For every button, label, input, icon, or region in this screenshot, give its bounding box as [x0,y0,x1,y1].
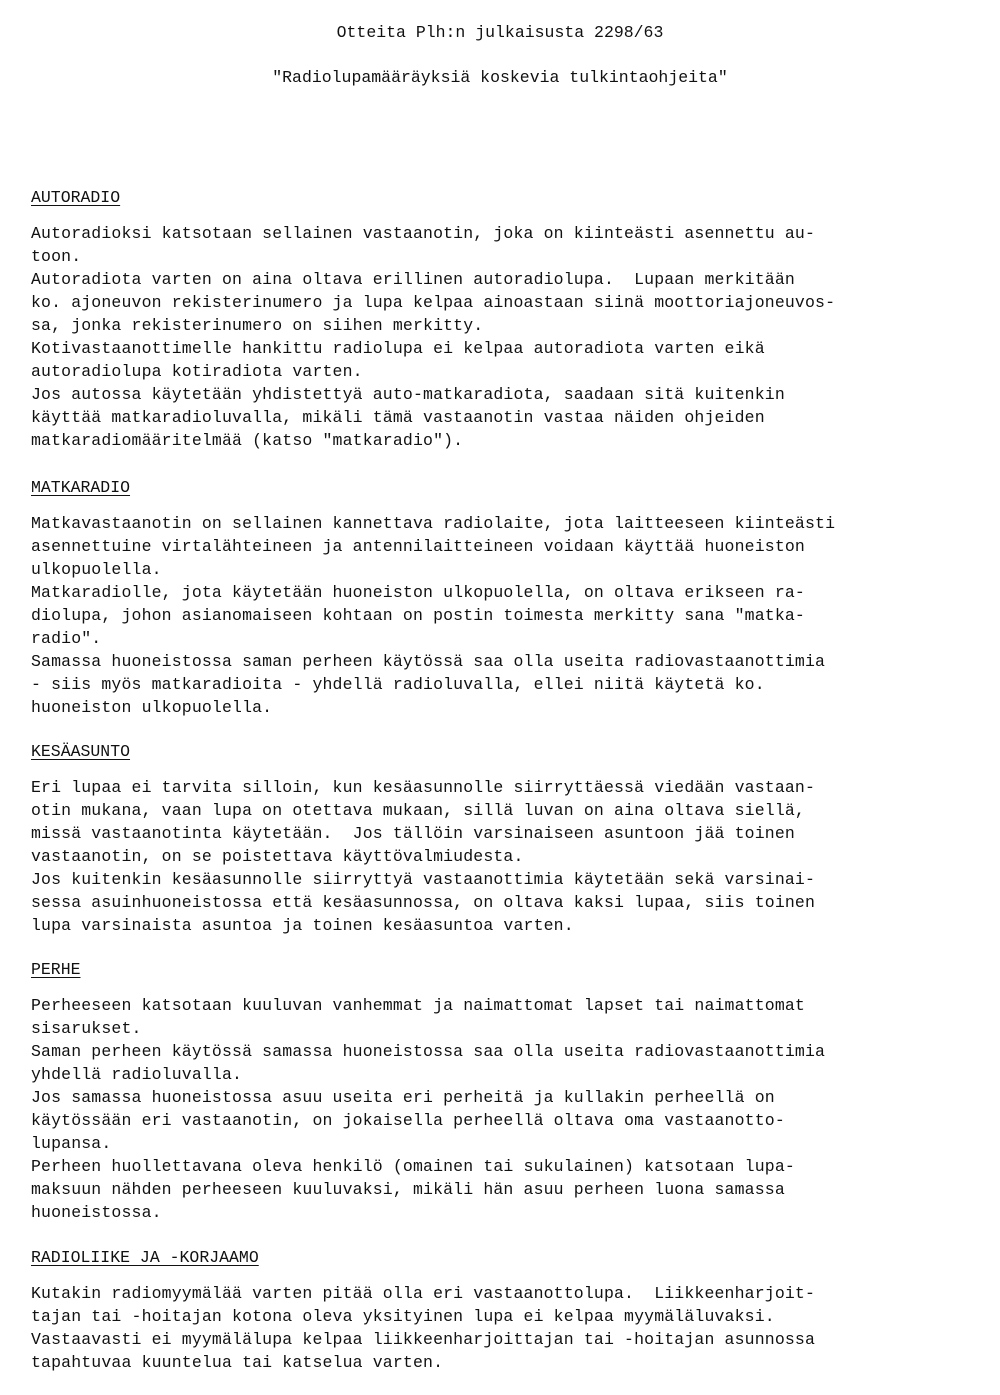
body-text-line: Jos autossa käytetään yhdistettyä auto-matkaradiota, saadaan sitä kuitenkin [31,385,785,404]
body-text-line: - siis myös matkaradioita - yhdellä radioluvalla, ellei niitä käytetä ko. [31,675,765,694]
section-heading: RADIOLIIKE JA -KORJAAMO [31,1248,259,1267]
body-text-line: Autoradiota varten on aina oltava erillinen autoradiolupa. Lupaan merkitään [31,270,795,289]
body-text-line: tajan tai -hoitajan kotona oleva yksityinen lupa ei kelpaa myymäläluvaksi. [31,1307,775,1326]
body-text-line: sisarukset. [31,1019,142,1038]
body-text-line: Perheeseen katsotaan kuuluvan vanhemmat ja naimattomat lapset tai naimattomat [31,996,805,1015]
body-text-line: vastaanotin, on se poistettava käyttövalmiudesta. [31,847,524,866]
body-text-line: lupa varsinaista asuntoa ja toinen kesäasuntoa varten. [31,916,574,935]
body-text-line: sessa asuinhuoneistossa että kesäasunnossa, on oltava kaksi lupaa, siis toinen [31,893,816,912]
body-text-line: käyttää matkaradioluvalla, mikäli tämä vastaanotin vastaa näiden ohjeiden [31,408,765,427]
body-text-line: ulkopuolella. [31,560,162,579]
body-text-line: Matkavastaanotin on sellainen kannettava radiolaite, jota laitteeseen kiinteästi [31,514,836,533]
body-text-line: Kutakin radiomyymälää varten pitää olla eri vastaanottolupa. Liikkeenharjoit- [31,1284,816,1303]
body-text-line: Samassa huoneistossa saman perheen käytössä saa olla useita radiovastaanottimia [31,652,826,671]
section-heading: KESÄASUNTO [31,742,131,761]
body-text-line: huoneiston ulkopuolella. [31,698,273,717]
body-text-line: diolupa, johon asianomaiseen kohtaan on postin toimesta merkitty sana "matka- [31,606,805,625]
section-heading: AUTORADIO [31,188,121,207]
body-text-line: Eri lupaa ei tarvita silloin, kun kesäasunnolle siirryttäessä viedään vastaan- [31,778,816,797]
body-text-line: Jos kuitenkin kesäasunnolle siirryttyä vastaanottimia käytetään sekä varsinai- [31,870,816,889]
body-text-line: sa, jonka rekisterinumero on siihen merkitty. [31,316,484,335]
body-text-line: Vastaavasti ei myymälälupa kelpaa liikkeenharjoittajan tai -hoitajan asunnossa [31,1330,816,1349]
body-text-line: tapahtuvaa kuuntelua tai katselua varten. [31,1353,444,1372]
body-text-line: autoradiolupa kotiradiota varten. [31,362,363,381]
body-text-line: asennettuine virtalähteineen ja antennilaitteineen voidaan käyttää huoneiston [31,537,805,556]
body-text-line: ko. ajoneuvon rekisterinumero ja lupa kelpaa ainoastaan siinä moottoriajoneuvos- [31,293,836,312]
body-text-line: lupansa. [31,1134,112,1153]
body-text-line: käytössään eri vastaanotin, on jokaisella perheellä oltava oma vastaanotto- [31,1111,785,1130]
body-text-line: Kotivastaanottimelle hankittu radiolupa ei kelpaa autoradiota varten eikä [31,339,765,358]
body-text-line: Autoradioksi katsotaan sellainen vastaanotin, joka on kiinteästi asennettu au- [31,224,816,243]
body-text-line: otin mukana, vaan lupa on otettava mukaan, sillä luvan on aina oltava siellä, [31,801,805,820]
body-text-line: maksuun nähden perheeseen kuuluvaksi, mikäli hän asuu perheen luona samassa [31,1180,785,1199]
document-title: Otteita Plh:n julkaisusta 2298/63 [336,23,664,42]
body-text-line: matkaradiomääritelmää (katso "matkaradio"). [31,431,464,450]
section-heading: MATKARADIO [31,478,131,497]
section-heading: PERHE [31,960,81,979]
body-text-line: Saman perheen käytössä samassa huoneistossa saa olla useita radiovastaanottimia [31,1042,826,1061]
body-text-line: huoneistossa. [31,1203,162,1222]
body-text-line: missä vastaanotinta käytetään. Jos tällöin varsinaiseen asuntoon jää toinen [31,824,795,843]
body-text-line: radio". [31,629,102,648]
body-text-line: Perheen huollettavana oleva henkilö (omainen tai sukulainen) katsotaan lupa- [31,1157,795,1176]
body-text-line: toon. [31,247,82,266]
document-subtitle: "Radiolupamääräyksiä koskevia tulkintaohjeita" [272,68,728,87]
body-text-line: yhdellä radioluvalla. [31,1065,243,1084]
body-text-line: Jos samassa huoneistossa asuu useita eri perheitä ja kullakin perheellä on [31,1088,775,1107]
body-text-line: Matkaradiolle, jota käytetään huoneiston ulkopuolella, on oltava erikseen ra- [31,583,805,602]
